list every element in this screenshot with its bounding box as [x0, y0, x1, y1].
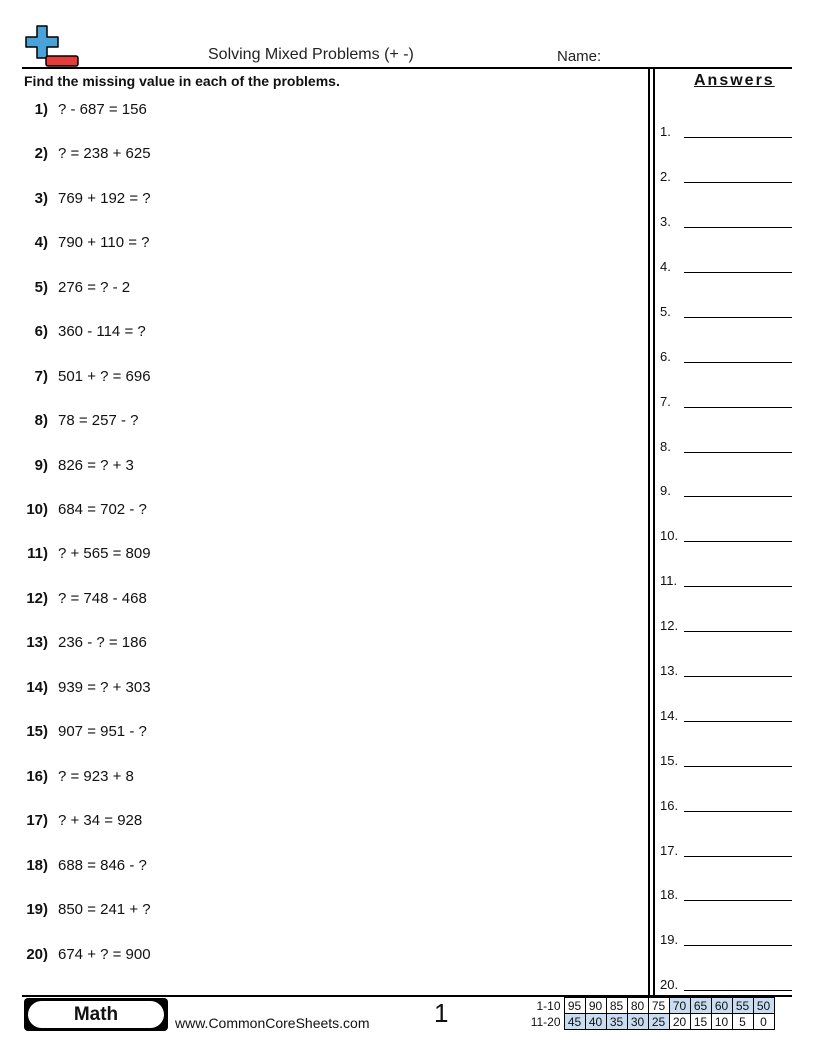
score-table	[526, 997, 775, 1030]
answer-field[interactable]	[660, 480, 792, 498]
problem-number: 20)	[26, 946, 48, 963]
answer-blank	[684, 631, 792, 632]
score-cell: 60	[711, 998, 732, 1014]
problem-item	[0, 545, 151, 565]
problem-item	[0, 279, 130, 299]
answer-number: 7.	[660, 394, 671, 409]
site-url: www.CommonCoreSheets.com	[175, 1015, 370, 1031]
header-divider	[22, 67, 792, 69]
score-cell: 10	[711, 1014, 732, 1030]
problem-expression: 236 - ? = 186	[58, 634, 147, 651]
score-cell: 55	[732, 998, 753, 1014]
score-cell: 20	[669, 1014, 690, 1030]
score-cell: 35	[606, 1014, 627, 1030]
answer-number: 13.	[660, 663, 679, 678]
answer-field[interactable]	[660, 660, 792, 678]
answer-blank	[684, 990, 792, 991]
problem-number: 11)	[27, 545, 48, 562]
answer-field[interactable]	[660, 256, 792, 274]
score-cell: 15	[690, 1014, 711, 1030]
problem-number: 17)	[26, 812, 48, 829]
problem-expression: 688 = 846 - ?	[58, 857, 147, 874]
page-number: 1	[434, 998, 449, 1028]
score-cell: 75	[648, 998, 669, 1014]
problem-number: 19)	[26, 901, 48, 918]
problem-expression: ? = 748 - 468	[58, 590, 147, 607]
answer-number: 11.	[660, 573, 678, 588]
problem-expression: 501 + ? = 696	[58, 368, 151, 385]
problem-expression: 674 + ? = 900	[58, 946, 151, 963]
answer-number: 19.	[660, 932, 679, 947]
answer-field[interactable]	[660, 884, 792, 902]
problem-expression: 78 = 257 - ?	[58, 412, 139, 429]
problem-item	[0, 901, 151, 921]
problem-expression: ? + 34 = 928	[58, 812, 143, 829]
answer-blank	[684, 227, 792, 228]
problem-number: 3)	[34, 190, 48, 207]
problem-item	[0, 679, 151, 699]
answer-blank	[684, 407, 792, 408]
plus-minus-logo-icon	[24, 25, 80, 67]
problem-number: 1)	[34, 101, 48, 118]
problem-number: 16)	[26, 768, 48, 785]
problem-item	[0, 857, 147, 877]
problem-expression: 769 + 192 = ?	[58, 190, 151, 207]
answer-blank	[684, 586, 792, 587]
score-cell: 45	[564, 1014, 585, 1030]
answer-blank	[684, 721, 792, 722]
problem-item	[0, 590, 147, 610]
problem-expression: ? = 923 + 8	[58, 768, 134, 785]
problem-item	[0, 501, 147, 521]
problem-number: 15)	[26, 723, 48, 740]
answer-blank	[684, 272, 792, 273]
answer-number: 20.	[660, 977, 679, 992]
score-cell: 70	[669, 998, 690, 1014]
answer-number: 10.	[660, 528, 679, 543]
answer-number: 18.	[660, 887, 679, 902]
answer-field[interactable]	[660, 929, 792, 947]
answer-number: 9.	[660, 483, 671, 498]
score-cell: 0	[753, 1014, 774, 1030]
problem-number: 2)	[34, 145, 48, 162]
answer-field[interactable]	[660, 795, 792, 813]
name-label: Name:	[557, 48, 602, 65]
problem-number: 14)	[26, 679, 48, 696]
problem-item	[0, 768, 134, 788]
problem-item	[0, 634, 147, 654]
problem-expression: 939 = ? + 303	[58, 679, 151, 696]
problem-expression: 276 = ? - 2	[58, 279, 131, 296]
column-divider-right	[653, 68, 655, 996]
problem-expression: 826 = ? + 3	[58, 457, 134, 474]
score-cell: 65	[690, 998, 711, 1014]
problem-number: 13)	[26, 634, 48, 651]
problem-number: 8)	[34, 412, 48, 429]
answer-field[interactable]	[660, 570, 792, 588]
answer-field[interactable]	[660, 346, 792, 364]
problem-expression: 360 - 114 = ?	[58, 323, 146, 340]
problem-item	[0, 457, 134, 477]
answer-blank	[684, 362, 792, 363]
score-cell: 40	[585, 1014, 606, 1030]
answer-field[interactable]	[660, 525, 792, 543]
problem-expression: ? - 687 = 156	[58, 101, 147, 118]
problem-number: 5)	[34, 279, 48, 296]
answer-field[interactable]	[660, 391, 792, 409]
problem-item	[0, 723, 147, 743]
score-row	[526, 1014, 774, 1030]
answer-blank	[684, 900, 792, 901]
problem-expression: 850 = 241 + ?	[58, 901, 151, 918]
answer-field[interactable]	[660, 705, 792, 723]
answer-number: 3.	[660, 214, 671, 229]
answer-number: 17.	[660, 843, 679, 858]
answer-blank	[684, 811, 792, 812]
answer-blank	[684, 496, 792, 497]
problem-number: 18)	[26, 857, 48, 874]
answer-number: 1.	[660, 124, 671, 139]
answer-number: 5.	[660, 304, 671, 319]
answer-blank	[684, 182, 792, 183]
page-title: Solving Mixed Problems (+ -)	[208, 46, 414, 63]
answer-number: 2.	[660, 169, 671, 184]
problem-item	[0, 368, 151, 388]
answer-number: 14.	[660, 708, 679, 723]
column-divider-left	[648, 68, 650, 996]
problem-number: 12)	[26, 590, 48, 607]
problem-expression: 684 = 702 - ?	[58, 501, 147, 518]
answer-number: 15.	[660, 753, 679, 768]
score-row-label: 11-20	[530, 1014, 561, 1029]
answer-field[interactable]	[660, 615, 792, 633]
answer-blank	[684, 766, 792, 767]
answer-field[interactable]	[660, 121, 792, 139]
problem-item	[0, 412, 138, 432]
problem-number: 10)	[26, 501, 48, 518]
answer-number: 12.	[660, 618, 679, 633]
subject-badge	[24, 998, 168, 1031]
subject-label: Math	[28, 1001, 164, 1028]
problem-number: 6)	[34, 323, 48, 340]
answer-field[interactable]	[660, 166, 792, 184]
answer-field[interactable]	[660, 436, 792, 454]
score-cell: 50	[753, 998, 774, 1014]
answer-blank	[684, 676, 792, 677]
problem-number: 4)	[34, 234, 48, 251]
problem-item	[0, 234, 149, 254]
score-cell: 85	[606, 998, 627, 1014]
score-cell: 5	[732, 1014, 753, 1030]
problem-item	[0, 812, 142, 832]
answer-blank	[684, 945, 792, 946]
answer-field[interactable]	[660, 750, 792, 768]
problem-item	[0, 190, 151, 210]
problem-number: 9)	[34, 457, 48, 474]
answer-number: 4.	[660, 259, 671, 274]
problem-expression: 790 + 110 = ?	[58, 234, 150, 251]
answer-blank	[684, 856, 792, 857]
answer-field[interactable]	[660, 840, 792, 858]
problem-expression: ? = 238 + 625	[58, 145, 151, 162]
answer-field[interactable]	[660, 211, 792, 229]
answer-field[interactable]	[660, 301, 792, 319]
score-cell: 25	[648, 1014, 669, 1030]
score-row	[526, 998, 774, 1014]
problem-item	[0, 145, 151, 165]
problem-item	[0, 323, 146, 343]
score-row-label: 1-10	[536, 998, 561, 1013]
answer-blank	[684, 452, 792, 453]
score-cell: 95	[564, 998, 585, 1014]
problem-expression: 907 = 951 - ?	[58, 723, 147, 740]
problem-item	[0, 101, 147, 121]
score-cell: 80	[627, 998, 648, 1014]
answer-blank	[684, 541, 792, 542]
problem-expression: ? + 565 = 809	[58, 545, 151, 562]
instructions: Find the missing value in each of the problems.	[24, 73, 340, 89]
answer-number: 16.	[660, 798, 679, 813]
answers-heading: Answers	[694, 72, 775, 89]
answer-field[interactable]	[660, 974, 792, 992]
answer-blank	[684, 317, 792, 318]
score-cell: 30	[627, 1014, 648, 1030]
problem-number: 7)	[34, 368, 48, 385]
answer-number: 6.	[660, 349, 671, 364]
answer-number: 8.	[660, 439, 671, 454]
score-cell: 90	[585, 998, 606, 1014]
problem-item	[0, 946, 151, 966]
answer-blank	[684, 137, 792, 138]
